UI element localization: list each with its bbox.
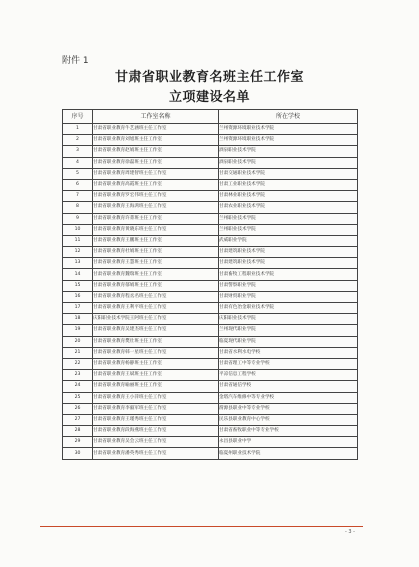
school-name: 渭源县职业中等专业学校 [219,403,358,414]
studio-name: 甘肃省职业教育王鹏班主任工作室 [93,235,219,246]
school-name: 临夏现代职业学院 [219,336,358,347]
studio-name: 甘肃省职业教育郁娟班主任工作室 [93,280,219,291]
table-row [63,258,358,269]
page-number: - 3 - [345,529,355,535]
school-name: 临夏州职业技术学院 [219,448,358,459]
studio-name: 甘肃省职业教育高霞班主任工作室 [93,179,219,190]
registry-table [62,109,358,460]
school-name: 甘肃交通职业技术学院 [219,168,358,179]
row-index: 24 [63,381,93,392]
school-name: 兰州资源环境职业技术学院 [219,124,358,135]
row-index: 4 [63,157,93,168]
studio-name: 甘肃省职业教育牛艺涵班主任工作室 [93,124,219,135]
row-index: 19 [63,325,93,336]
row-index: 21 [63,347,93,358]
studio-name: 庆阳职业技术学院王阿班主任工作室 [93,314,219,325]
studio-name: 甘肃省职业教育罗宏伟班主任工作室 [93,191,219,202]
row-index: 12 [63,247,93,258]
studio-name: 甘肃省职业教育王瑾秀班主任工作室 [93,414,219,425]
school-name: 甘肃建筑职业技术学院 [219,258,358,269]
table-row [63,179,358,190]
table-row [63,146,358,157]
attachment-label: 附件 1 [62,56,89,66]
studio-name: 甘肃省职业教育王海鸿班主任工作室 [93,202,219,213]
studio-name: 甘肃省职业教育魏瑞班主任工作室 [93,269,219,280]
row-index: 10 [63,224,93,235]
school-name: 甘肃畜牧工程职业技术学院 [219,269,358,280]
header-index: 序号 [63,110,93,124]
school-name: 武威职业学院 [219,235,358,246]
table-row [63,448,358,459]
table-row [63,347,358,358]
studio-name: 甘肃省职业教育黄晓东班主任工作室 [93,224,219,235]
row-index: 11 [63,235,93,246]
school-name: 庆阳职业技术学院 [219,314,358,325]
table-row [63,314,358,325]
row-index: 20 [63,336,93,347]
table-row [63,426,358,437]
row-index: 30 [63,448,93,459]
row-index: 29 [63,437,93,448]
studio-name: 甘肃省职业教育杨静班主任工作室 [93,358,219,369]
studio-name: 甘肃省职业教育王小萍班主任工作室 [93,392,219,403]
table-row [63,224,358,235]
table-row [63,202,358,213]
table-row [63,358,358,369]
school-name: 甘肃有色冶金职业技术学院 [219,303,358,314]
studio-name: 甘肃省职业教育刘旭班主任工作室 [93,135,219,146]
studio-name: 甘肃省职业教育徐磊班主任工作室 [93,157,219,168]
row-index: 22 [63,358,93,369]
row-index: 27 [63,414,93,425]
studio-name: 甘肃省职业教育喻丽班主任工作室 [93,381,219,392]
table-row [63,325,358,336]
row-index: 9 [63,213,93,224]
row-index: 7 [63,191,93,202]
school-name: 甘肃省理工中等专业学校 [219,358,358,369]
table-row [63,280,358,291]
row-index: 3 [63,146,93,157]
row-index: 15 [63,280,93,291]
table-row [63,336,358,347]
row-index: 13 [63,258,93,269]
table-row [63,124,358,135]
school-name: 甘肃建筑职业技术学院 [219,247,358,258]
studio-name: 甘肃省职业教育王利平班主任工作室 [93,303,219,314]
school-name: 甘肃省畜牧职业中等专业学校 [219,426,358,437]
school-name: 兰州现代职业学院 [219,325,358,336]
school-name: 甘肃工业职业技术学院 [219,179,358,190]
table-row [63,381,358,392]
studio-name: 甘肃省职业教育段海燕班主任工作室 [93,426,219,437]
school-name: 民乐县职业教育中心学校 [219,414,358,425]
table-row [63,135,358,146]
table-row [63,437,358,448]
school-name: 兰州职业技术学院 [219,213,358,224]
row-index: 14 [63,269,93,280]
school-name: 金塔汽车维修中等专业学校 [219,392,358,403]
studio-name: 甘肃省职业教育吴建杰班主任工作室 [93,325,219,336]
table-row [63,303,358,314]
studio-name: 甘肃省职业教育韩一星班主任工作室 [93,347,219,358]
studio-name: 甘肃省职业教育潘英秀班主任工作室 [93,448,219,459]
school-name: 永昌县职业中学 [219,437,358,448]
row-index: 18 [63,314,93,325]
studio-name: 甘肃省职业教育吴会云班主任工作室 [93,437,219,448]
school-name: 甘肃省水利水电学校 [219,347,358,358]
studio-name: 甘肃省职业教育程丞名班主任工作室 [93,291,219,302]
studio-name: 甘肃省职业教育周建智班主任工作室 [93,168,219,179]
school-name: 酒泉职业技术学院 [219,146,358,157]
studio-name: 甘肃省职业教育王斌班主任工作室 [93,370,219,381]
school-name: 甘肃林业职业技术学院 [219,191,358,202]
school-name: 平凉信息工程学校 [219,370,358,381]
table-row [63,392,358,403]
table-row [63,291,358,302]
studio-name: 甘肃省职业教育李毅军班主任工作室 [93,403,219,414]
table-row [63,269,358,280]
studio-name: 甘肃省职业教育王慧班主任工作室 [93,258,219,269]
studio-name: 甘肃省职业教育樊壮班主任工作室 [93,336,219,347]
studio-name: 甘肃省职业教育许菁班主任工作室 [93,213,219,224]
document-title-line2: 立项建设名单 [168,90,250,105]
row-index: 5 [63,168,93,179]
row-index: 16 [63,291,93,302]
table-row [63,414,358,425]
table-row [63,168,358,179]
footer-rule [40,526,363,527]
header-studio-name: 工作室名称 [93,110,219,124]
table-row [63,235,358,246]
school-name: 甘肃省通信学校 [219,381,358,392]
row-index: 17 [63,303,93,314]
document-title-line1: 甘肃省职业教育名班主任工作室 [114,70,304,85]
school-name: 酒泉职业技术学院 [219,157,358,168]
table-row [63,213,358,224]
studio-name: 甘肃省职业教育杜娟班主任工作室 [93,247,219,258]
table-row [63,247,358,258]
table-row [63,157,358,168]
studio-name: 甘肃省职业教育赵娟班主任工作室 [93,146,219,157]
school-name: 兰州职业技术学院 [219,224,358,235]
row-index: 8 [63,202,93,213]
school-name: 甘肃财贸职业学院 [219,291,358,302]
school-name: 甘肃警察职业学院 [219,280,358,291]
table-row [63,403,358,414]
school-name: 甘肃农业职业技术学院 [219,202,358,213]
row-index: 2 [63,135,93,146]
row-index: 6 [63,179,93,190]
row-index: 28 [63,426,93,437]
header-school: 所在学校 [219,110,358,124]
row-index: 1 [63,124,93,135]
table-row [63,370,358,381]
school-name: 兰州资源环境职业技术学院 [219,135,358,146]
row-index: 23 [63,370,93,381]
row-index: 25 [63,392,93,403]
table-header-row [63,110,358,124]
row-index: 26 [63,403,93,414]
table-row [63,191,358,202]
